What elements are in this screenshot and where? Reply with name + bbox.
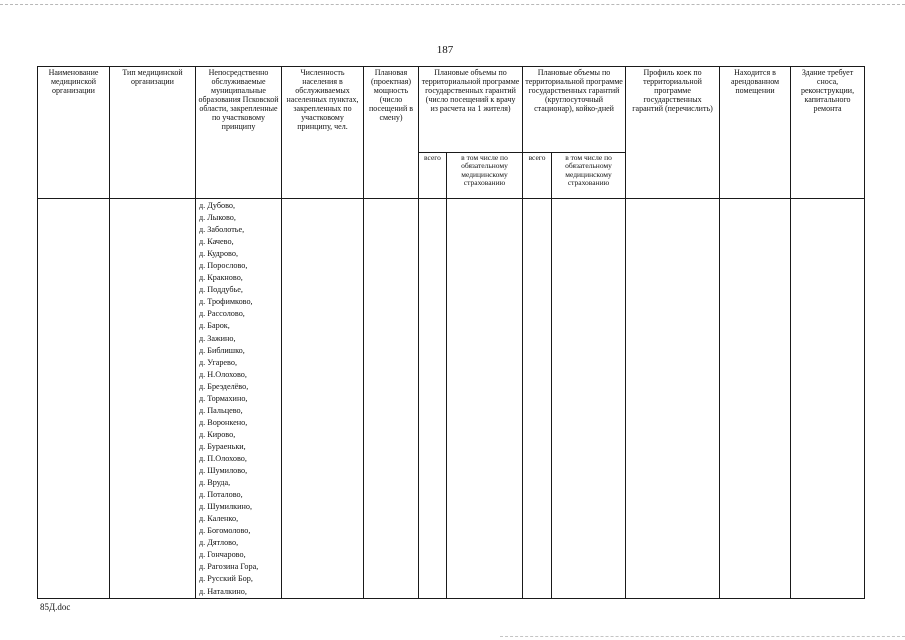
header-capacity: Плановая (проектная) мощность (число посещений в смену) (364, 67, 419, 199)
list-item: д. Порослово, (199, 261, 248, 271)
list-item: д. Поддубье, (199, 285, 243, 295)
list-item: д. Качево, (199, 237, 234, 247)
list-item: д. Бреэделёво, (199, 381, 249, 391)
list-item: д. Дятлово, (199, 538, 239, 548)
subheader-visits-total: всего (419, 153, 447, 199)
list-item: д. Кирово, (199, 429, 236, 439)
list-item: д. Н.Олохово, (199, 369, 247, 379)
list-item: д. Лыково, (199, 213, 236, 223)
list-item: д. Воронкено, (199, 417, 248, 427)
cell-hospital-total (523, 199, 552, 599)
cell-building-repair (791, 199, 865, 599)
list-item: д. Рагозина Гора, (199, 562, 259, 572)
list-item: д. Наталкино, (199, 586, 247, 596)
list-item: д. Трофимково, (199, 297, 253, 307)
cell-capacity (364, 199, 419, 599)
list-item: д. Барок, (199, 321, 230, 331)
list-item: д. Рассолово, (199, 309, 245, 319)
list-item: д. Поталово, (199, 490, 243, 500)
list-item: д. Кудрово, (199, 249, 238, 259)
list-item: д. Пальцево, (199, 405, 243, 415)
list-item: д. Вруда, (199, 478, 231, 488)
list-item: д. Богомолово, (199, 526, 251, 536)
subheader-visits-oms: в том числе по обязательному медицинскому страхованию (447, 153, 523, 199)
list-item: д. Кракново, (199, 273, 243, 283)
list-item: д. П.Олохово, (199, 453, 247, 463)
list-item: д. Заболотье, (199, 225, 245, 235)
cell-hospital-oms (552, 199, 626, 599)
header-org-type: Тип медицинской организации (110, 67, 196, 199)
list-item: д. Угарево, (199, 357, 238, 367)
list-item: д. Дубово, (199, 201, 236, 210)
header-bed-profile: Профиль коек по территориальной программе государственных гарантий (перечислить) (626, 67, 720, 199)
list-item: д. Русский Бор, (199, 574, 253, 584)
village-list (196, 199, 281, 598)
footer-filename: 85Д.doc (40, 602, 71, 612)
list-item: д. Зажино, (199, 333, 236, 343)
facilities-table (37, 66, 865, 599)
cell-bed-profile (626, 199, 720, 599)
list-item: д. Гончарово, (199, 550, 246, 560)
cell-municipalities (196, 199, 282, 599)
list-item: д. Бураеньки, (199, 441, 246, 451)
scan-edge-bottom (500, 636, 905, 637)
header-row (38, 67, 865, 153)
cell-rented (720, 199, 791, 599)
scan-edge-top (0, 4, 905, 5)
list-item: д. Шумилово, (199, 466, 248, 476)
list-item: д. Шумилкино, (199, 502, 253, 512)
header-hospital-volume: Плановые объемы по территориальной программе государственных гарантий (круглосуточный стационар), койко-дней (523, 67, 626, 153)
cell-org-name (38, 199, 110, 599)
cell-population (282, 199, 364, 599)
cell-org-type (110, 199, 196, 599)
cell-visits-total (419, 199, 447, 599)
header-visits-volume: Плановые объемы по территориальной программе государственных гарантий (число посещений к врачу из расчета на 1 жителя) (419, 67, 523, 153)
header-population: Численность населения в обслуживаемых населенных пунктах, закрепленных по участковому принципу, чел. (282, 67, 364, 199)
list-item: д. Тормахино, (199, 393, 248, 403)
header-org-name: Наименование медицинской организации (38, 67, 110, 199)
table-row (38, 199, 865, 599)
header-rented: Находится в арендованном помещении (720, 67, 791, 199)
subheader-hospital-total: всего (523, 153, 552, 199)
header-building-repair: Здание требует сноса, реконструкции, капитального ремонта (791, 67, 865, 199)
page-number: 187 (436, 44, 454, 56)
list-item: д. Библишко, (199, 345, 245, 355)
header-municipalities: Непосредственно обслуживаемые муниципальные образования Псковской области, закрепленные по участковому принципу (196, 67, 282, 199)
cell-visits-oms (447, 199, 523, 599)
subheader-hospital-oms: в том числе по обязательному медицинскому страхованию (552, 153, 626, 199)
list-item: д. Каленко, (199, 514, 239, 524)
